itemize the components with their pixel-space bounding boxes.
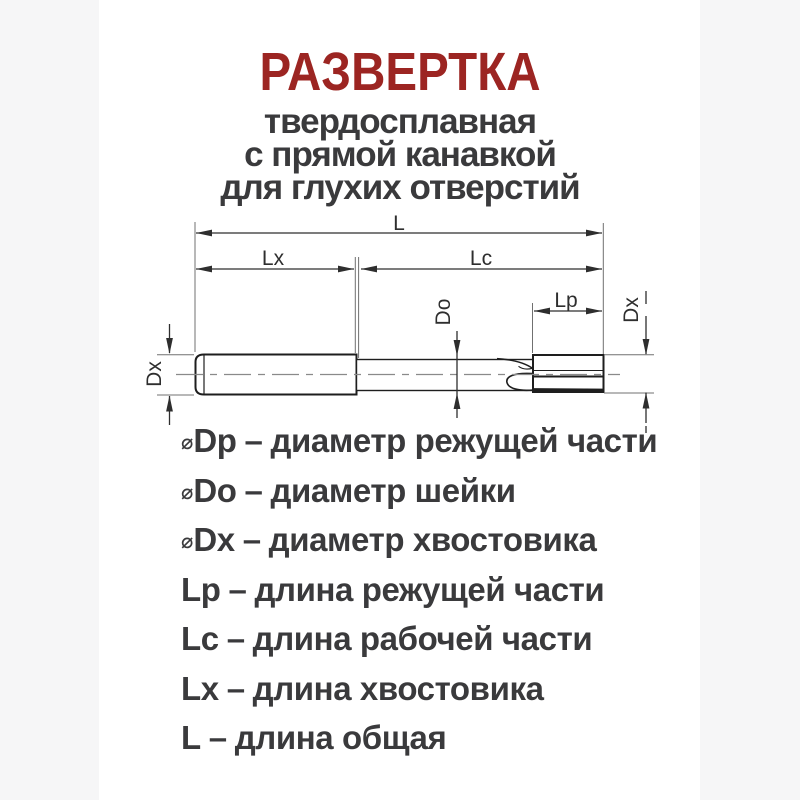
dimension-lines [166,230,649,433]
legend-item-Lp [181,565,681,615]
legend-description: диаметр шейки [270,471,516,509]
legend-item-Dx [181,515,681,565]
dim-label-L: L [393,212,405,235]
legend-dash: – [208,719,227,756]
legend-dash: – [226,620,245,657]
subtitle-line-1: твердосплавная [263,102,537,141]
legend-item-Lx [181,664,681,714]
legend-symbol: L [181,719,201,756]
dim-label-Dx-left: Dx [143,361,166,387]
dimension-Dx-left [166,324,173,425]
legend-symbol: Dx [193,521,235,558]
legend-description: длина рабочей части [252,620,593,657]
cutting-part-outline [533,355,604,392]
diameter-symbol: ⌀ [181,431,194,455]
legend [181,416,681,763]
dim-label-Lp: Lp [554,289,578,312]
legend-dash: – [228,570,247,608]
legend-description: длина режущей части [254,570,605,608]
dim-label-Lc: Lc [469,247,493,270]
dim-label-Lx: Lx [261,247,285,270]
diameter-symbol: ⌀ [181,480,194,504]
legend-dash: – [242,521,261,558]
legend-description: длина общая [234,719,447,756]
legend-dash: – [244,422,263,459]
legend-symbol: Dp [193,422,237,459]
subtitle-line-3: для глухих отверстий [220,168,580,207]
diameter-symbol: ⌀ [181,530,194,554]
legend-description: длина хвостовика [252,669,544,707]
legend-dash: – [226,669,245,707]
dimension-Dx-right [643,291,650,433]
legend-description: диаметр режущей части [270,422,658,459]
subtitle-line-2: с прямой канавкой [244,135,556,174]
legend-symbol: Lp [181,570,221,608]
legend-description: диаметр хвостовика [268,521,597,558]
legend-item-L [181,713,681,763]
page-title: РАЗВЕРТКА [259,42,541,102]
legend-item-Dp [181,416,681,466]
legend-symbol: Do [193,471,237,509]
legend-symbol: Lx [181,669,219,707]
dim-label-Do: Do [432,298,455,326]
legend-item-Do [181,466,681,516]
legend-dash: – [244,471,263,509]
legend-item-Lc [181,614,681,664]
legend-symbol: Lc [181,620,219,657]
dim-label-Dx-right: Dx [620,297,643,323]
